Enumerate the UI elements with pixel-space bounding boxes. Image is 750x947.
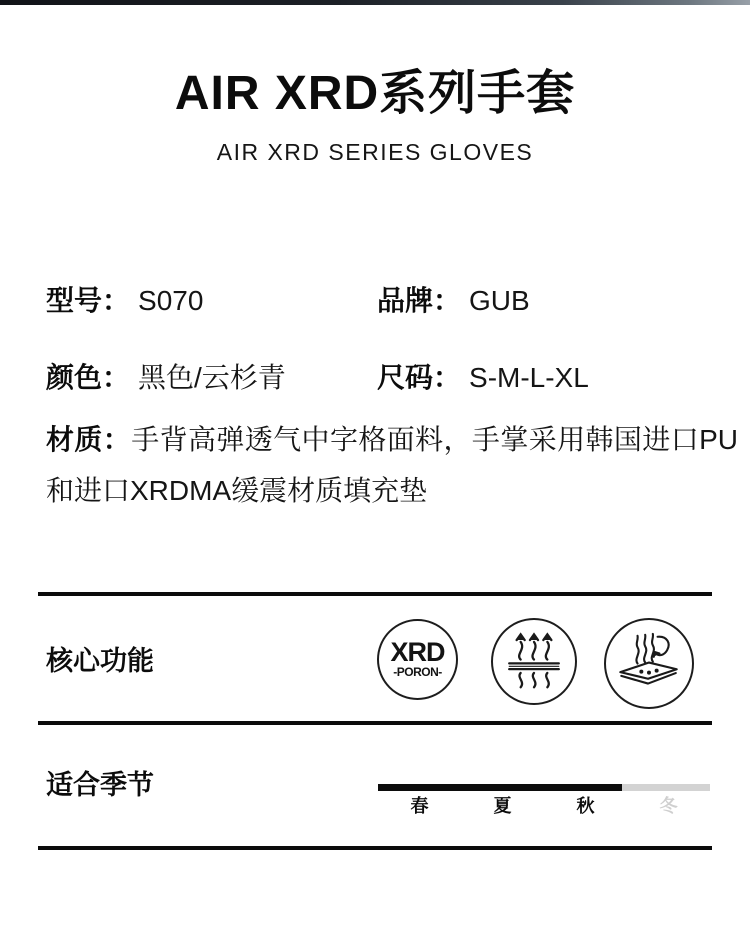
suitable-seasons-label: 适合季节 (46, 770, 154, 800)
page-subtitle: AIR XRD SERIES GLOVES (216, 139, 534, 165)
top-image-edge-strip (0, 0, 750, 5)
season-summer: 夏 (493, 796, 512, 816)
breathable-heat-release-icon (491, 618, 577, 705)
divider-line (38, 846, 712, 850)
poron-badge-text: -PORON- (393, 665, 442, 679)
spec-label-color: 颜色： (46, 362, 131, 393)
xrd-badge-text: XRD (390, 637, 445, 667)
season-range-bar-active-segment (378, 784, 622, 791)
season-autumn: 秋 (576, 796, 595, 816)
core-features-label: 核心功能 (46, 646, 154, 676)
spec-value-size: S-M-L-XL (469, 362, 589, 393)
quick-dry-fabric-icon (604, 618, 694, 709)
season-spring: 春 (410, 796, 429, 816)
spec-value-material: 手背高弹透气中字格面料，手掌采用韩国进口PU和进口XRDMA缓震材质填充垫 (46, 424, 738, 506)
spec-row-color (46, 363, 286, 393)
page-title: AIR XRD系列手套 (174, 67, 576, 120)
spec-row-size (377, 363, 589, 393)
spec-value-model: S070 (138, 285, 204, 316)
spec-label-model: 型号： (46, 285, 131, 316)
spec-value-brand: GUB (469, 285, 530, 316)
spec-label-material: 材质： (46, 424, 132, 455)
xrd-poron-badge-icon (377, 619, 458, 700)
season-range-bar (378, 784, 710, 791)
spec-label-brand: 品牌： (377, 285, 462, 316)
spec-row-model (46, 286, 203, 316)
season-winter: 冬 (659, 796, 678, 816)
season-labels (378, 795, 710, 817)
spec-label-size: 尺码： (377, 362, 462, 393)
spec-row-material (46, 414, 738, 516)
divider-line (38, 592, 712, 596)
spec-row-brand (377, 286, 530, 316)
spec-value-color: 黑色/云杉青 (138, 362, 286, 393)
divider-line (38, 721, 712, 725)
